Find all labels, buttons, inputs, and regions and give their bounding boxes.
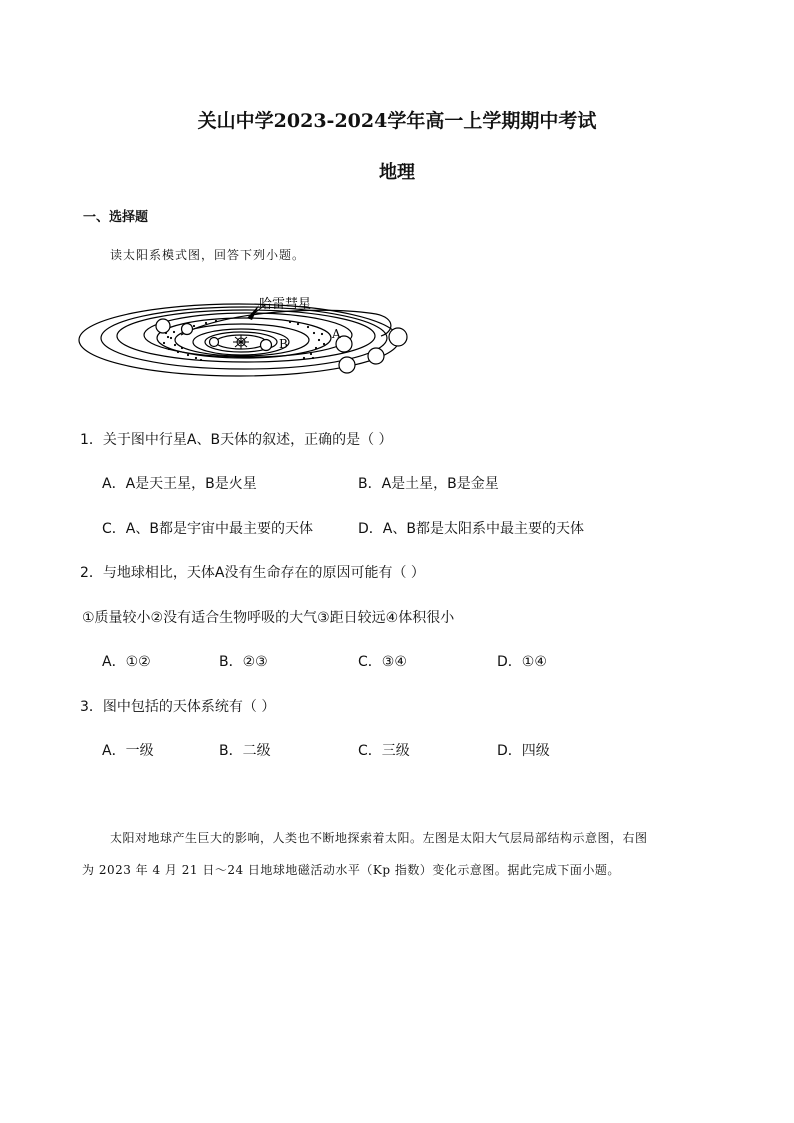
planet xyxy=(210,338,219,347)
question-1-option-c: C．A、B都是宇宙中最主要的天体 xyxy=(102,521,313,537)
planet xyxy=(182,324,193,335)
passage-line-1: 太阳对地球产生巨大的影响，人类也不断地探索着太阳。左图是太阳大气层局部结构示意图，右图 xyxy=(110,831,648,845)
comet-label: 哈雷彗星 xyxy=(259,297,312,312)
planet xyxy=(156,319,170,333)
passage-line-2: 为 2023 年 4 月 21 日～24 日地球地磁活动水平（Kp 指数）变化示意图。据此完成下面小题。 xyxy=(82,863,620,877)
planet-a-label: A xyxy=(332,327,341,341)
planet xyxy=(389,328,407,346)
figure-intro: 读太阳系模式图，回答下列小题。 xyxy=(110,248,306,262)
question-3-stem: 3．图中包括的天体系统有（ ） xyxy=(80,699,276,715)
question-3-option-b: B．二级 xyxy=(219,743,271,759)
question-1-option-b: B．A是土星，B是金星 xyxy=(358,476,499,492)
question-2-option-a: A．①② xyxy=(102,654,151,670)
planet xyxy=(368,348,384,364)
question-1-stem: 1．关于图中行星A、B天体的叙述，正确的是（ ） xyxy=(80,432,393,448)
planet xyxy=(339,357,355,373)
question-2-option-b: B．②③ xyxy=(219,654,268,670)
question-3-option-d: D．四级 xyxy=(497,743,550,759)
section-heading: 一、选择题 xyxy=(83,210,149,225)
exam-subject: 地理 xyxy=(379,162,415,183)
question-2-statements: ①质量较小②没有适合生物呼吸的大气③距日较远④体积很小 xyxy=(82,610,455,626)
question-3-option-a: A．一级 xyxy=(102,743,154,759)
question-1-option-d: D．A、B都是太阳系中最主要的天体 xyxy=(358,521,584,537)
solar-system-diagram xyxy=(76,288,416,380)
question-1-option-a: A．A是天王星，B是火星 xyxy=(102,476,257,492)
question-3-option-c: C．三级 xyxy=(358,743,410,759)
question-2-stem: 2．与地球相比，天体A没有生命存在的原因可能有（ ） xyxy=(80,565,425,581)
question-2-option-c: C．③④ xyxy=(358,654,407,670)
exam-title: 关山中学2023-2024学年高一上学期期中考试 xyxy=(197,110,597,132)
question-2-option-d: D．①④ xyxy=(497,654,547,670)
planet-b-label: B xyxy=(279,337,288,351)
sun-icon xyxy=(233,335,249,349)
planet xyxy=(261,340,272,351)
